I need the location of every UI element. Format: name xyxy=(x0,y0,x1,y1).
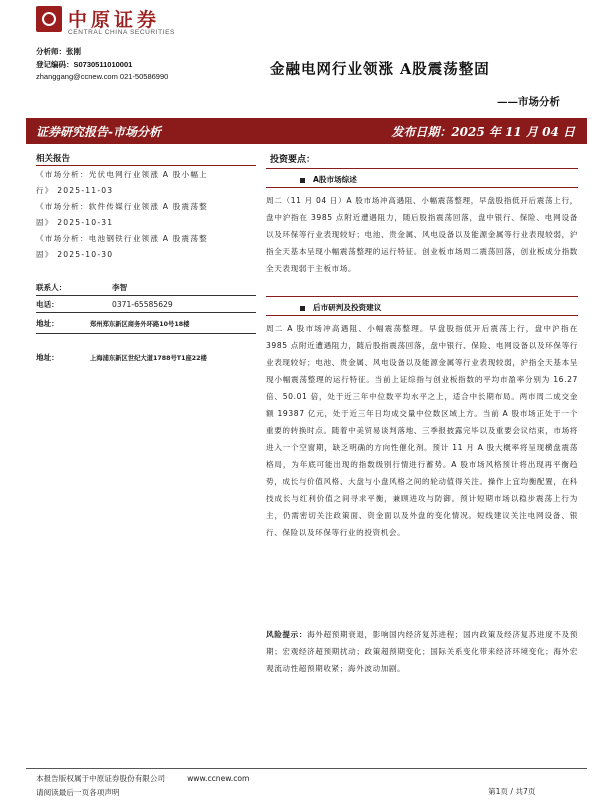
risk-text: 海外超预期衰退，影响国内经济复苏进程；国内政策及经济复苏进度不及预期；宏观经济超预期扰动；政策超预期变化；国际关系变化带来经济环境变化；海外宏观流动性超预期收紧；海外波动加剧。 xyxy=(266,630,579,673)
contact-address-label-1: 地址： xyxy=(36,319,59,328)
contact-divider-1 xyxy=(36,295,256,296)
license-line xyxy=(36,59,132,70)
footer-website[interactable]: www.ccnew.com xyxy=(187,774,250,783)
license-value: S0730511010001 xyxy=(73,60,133,69)
risk-warning xyxy=(266,626,578,677)
contact-person-label: 联系人： xyxy=(36,283,67,292)
section2-paragraph: 周二 A 股市场冲高遇阻、小幅震荡整理。早盘股指低开后震荡上行，盘中沪指在 3985 点附近遭遇阻力，随后股指震荡回落，盘中银行、保险、电网设备以及环保等行业表现较好；电池、贵金属、风电设备以及能源金属等行业表现较弱，沪指全天基本呈现小幅震荡整理的运行特征。当前上证综指与创业板指数的平均市盈率分别为 16.27 倍、50.01 倍，处于近三年中位数平均水平之上，适合中长期布局。两市周二成交金额 19387 亿元，处于近三年日均成交量中位数区域上方。当前 A 股市场正处于一个重要的转换时点。随着中美贸易谈判落地、三季报披露完毕以及重要会议结束，市场将进入一个空窗期，缺乏明确的方向性催化剂。预计 11 月 A 股大概率将呈现横盘震荡格局，为年底可能出现的指数级别行情进行蓄势。A 股市场风格预计将出现再平衡趋势，成长与价值风格、大盘与小盘风格之间的轮动值得关注。操作上宜均衡配置，在科技成长与红利价值之间寻求平衡，兼顾进攻与防御。预计短期市场以稳步震荡上行为主，仍需密切关注政策面、资金面以及外盘的变化情况。短线建议关注电网设备、银行、保险以及环保等行业的投资机会。 xyxy=(266,324,578,537)
related-report-2[interactable]: 《市场分析：软件传媒行业领涨 A 股震荡整 固》 2025-10-31 xyxy=(36,202,208,227)
contact-phone-row xyxy=(36,299,173,310)
contact-address-1: 郑州郑东新区商务外环路10号18楼 xyxy=(90,321,190,328)
logo-english-name: CENTRAL CHINA SECURITIES xyxy=(68,29,175,36)
report-banner xyxy=(26,118,587,144)
footer-disclaimer: 请阅读最后一页各项声明 xyxy=(36,788,120,797)
contact-divider-3 xyxy=(36,333,256,334)
report-title: 金融电网行业领涨 A股震荡整固 xyxy=(270,61,490,78)
contact-phone: 0371-65585629 xyxy=(112,300,173,309)
section1-bottom-rule xyxy=(266,187,578,188)
related-report-3[interactable]: 《市场分析：电池钢铁行业领涨 A 股震荡整 固》 2025-10-30 xyxy=(36,234,208,259)
risk-label: 风险提示： xyxy=(266,630,308,639)
section1-heading: A股市场综述 xyxy=(300,174,357,185)
license-label: 登记编码： xyxy=(36,60,74,69)
bullet-square-icon xyxy=(300,178,305,183)
analyst-name: 张刚 xyxy=(66,47,81,56)
contact-address-label-2: 地址： xyxy=(36,353,59,362)
logo-chinese-name: 中原证券 xyxy=(68,9,161,31)
contact-address-row-1 xyxy=(36,318,189,329)
bullet-square-icon xyxy=(300,306,305,311)
investment-points-title: 投资要点： xyxy=(270,155,316,165)
company-logo-icon xyxy=(36,6,62,32)
related-reports-title: 相关报告 xyxy=(36,154,71,164)
section2-bottom-rule xyxy=(266,315,578,316)
analyst-line xyxy=(36,46,81,57)
contact-address-row-2 xyxy=(36,352,207,363)
related-report-1[interactable]: 《市场分析：光伏电网行业领涨 A 股小幅上 行》 2025-11-03 xyxy=(36,170,208,195)
publish-date: 发布日期：2025 年 11 月 04 日 xyxy=(391,125,575,139)
contact-person-row xyxy=(36,282,127,293)
footer-copyright-line xyxy=(36,773,249,784)
section1-top-rule xyxy=(266,168,578,169)
page-number: 第1页 / 共7页 xyxy=(488,787,536,796)
section1-paragraph: 周二（11 月 04 日）A 股市场冲高遇阻、小幅震荡整理，早盘股指低开后震荡上行，盘中沪指在 3985 点附近遭遇阻力，随后股指震荡回落，盘中银行、保险、电网设备以及环保等行业表现较好；电池、贵金属、风电设备以及能源金属等行业表现较弱，沪指全天基本呈现小幅震荡整理的运行特征。创业板市场周二震荡回落，创业板成分指数全天表现弱于主板市场。 xyxy=(266,196,578,273)
related-divider xyxy=(36,165,256,166)
footer-divider xyxy=(26,768,587,769)
contact-phone-label: 电话： xyxy=(36,300,59,309)
section2-top-rule xyxy=(266,296,578,297)
contact-address-2: 上海浦东新区世纪大道1788号T1座22楼 xyxy=(90,355,207,362)
footer-copyright: 本报告版权属于中原证券股份有限公司 xyxy=(36,774,166,783)
report-subtitle: ——市场分析 xyxy=(497,96,560,108)
section2-heading: 后市研判及投资建议 xyxy=(300,302,381,313)
contact-divider-2 xyxy=(36,312,256,313)
analyst-label: 分析师： xyxy=(36,47,66,56)
report-type: 证券研究报告-市场分析 xyxy=(36,125,161,139)
email-phone: zhanggang@ccnew.com 021-50586990 xyxy=(36,72,169,81)
contact-person: 李智 xyxy=(112,283,128,292)
